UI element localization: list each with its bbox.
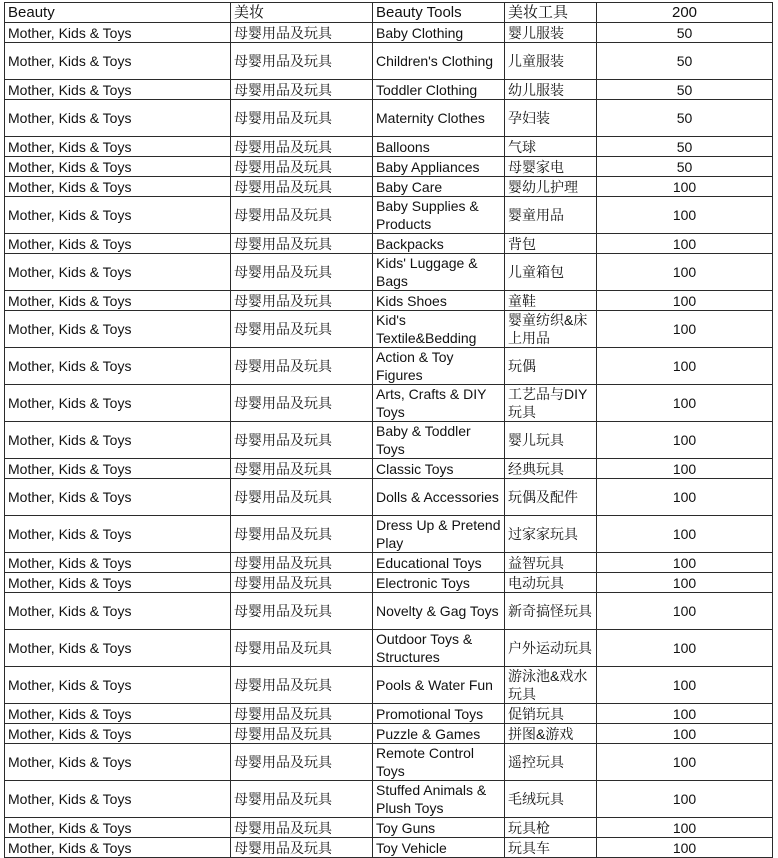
value-cell[interactable]: 100 xyxy=(597,348,773,385)
category-cell[interactable]: Mother, Kids & Toys xyxy=(5,234,231,254)
subcategory-cn-cell[interactable]: 美妆工具 xyxy=(505,3,597,23)
category-cell[interactable]: Mother, Kids & Toys xyxy=(5,197,231,234)
table-row[interactable] xyxy=(5,593,773,630)
subcategory-cn-cell[interactable]: 玩具枪 xyxy=(505,818,597,838)
category-cn-cell[interactable]: 母婴用品及玩具 xyxy=(231,43,373,80)
table-row[interactable] xyxy=(5,838,773,858)
subcategory-cell[interactable]: Outdoor Toys & Structures xyxy=(373,630,505,667)
subcategory-cell[interactable]: Kid's Textile&Bedding xyxy=(373,311,505,348)
category-cell[interactable]: Beauty xyxy=(5,3,231,23)
subcategory-cn-cell[interactable]: 儿童箱包 xyxy=(505,254,597,291)
table-row[interactable] xyxy=(5,724,773,744)
value-cell[interactable]: 100 xyxy=(597,197,773,234)
table-row[interactable] xyxy=(5,80,773,100)
category-table-body xyxy=(5,3,773,858)
subcategory-cn-cell[interactable]: 过家家玩具 xyxy=(505,516,597,553)
subcategory-cell[interactable]: Action & Toy Figures xyxy=(373,348,505,385)
category-cell[interactable]: Mother, Kids & Toys xyxy=(5,23,231,43)
category-cn-cell[interactable]: 母婴用品及玩具 xyxy=(231,177,373,197)
category-cn-cell[interactable]: 母婴用品及玩具 xyxy=(231,291,373,311)
value-cell[interactable]: 200 xyxy=(597,3,773,23)
subcategory-cell[interactable]: Baby Supplies & Products xyxy=(373,197,505,234)
subcategory-cn-cell[interactable]: 电动玩具 xyxy=(505,573,597,593)
category-cell[interactable]: Mother, Kids & Toys xyxy=(5,80,231,100)
value-cell[interactable]: 50 xyxy=(597,137,773,157)
subcategory-cn-cell[interactable]: 新奇搞怪玩具 xyxy=(505,593,597,630)
category-cn-cell[interactable]: 母婴用品及玩具 xyxy=(231,593,373,630)
value-cell[interactable]: 100 xyxy=(597,254,773,291)
value-cell[interactable]: 100 xyxy=(597,385,773,422)
category-cn-cell[interactable]: 母婴用品及玩具 xyxy=(231,630,373,667)
category-cn-cell[interactable]: 母婴用品及玩具 xyxy=(231,157,373,177)
table-row[interactable] xyxy=(5,100,773,137)
value-cell[interactable]: 100 xyxy=(597,553,773,573)
category-cn-cell[interactable]: 母婴用品及玩具 xyxy=(231,311,373,348)
category-cn-cell[interactable]: 母婴用品及玩具 xyxy=(231,80,373,100)
category-cell[interactable]: Mother, Kids & Toys xyxy=(5,157,231,177)
category-cn-cell[interactable]: 美妆 xyxy=(231,3,373,23)
value-cell[interactable]: 50 xyxy=(597,43,773,80)
category-cn-cell[interactable]: 母婴用品及玩具 xyxy=(231,385,373,422)
subcategory-cell[interactable]: Toy Guns xyxy=(373,818,505,838)
value-cell[interactable]: 50 xyxy=(597,157,773,177)
subcategory-cell[interactable]: Promotional Toys xyxy=(373,704,505,724)
table-row[interactable] xyxy=(5,385,773,422)
subcategory-cell[interactable]: Beauty Tools xyxy=(373,3,505,23)
category-cn-cell[interactable]: 母婴用品及玩具 xyxy=(231,459,373,479)
table-row[interactable] xyxy=(5,781,773,818)
value-cell[interactable]: 100 xyxy=(597,177,773,197)
value-cell[interactable]: 100 xyxy=(597,667,773,704)
category-cell[interactable]: Mother, Kids & Toys xyxy=(5,43,231,80)
subcategory-cell[interactable]: Backpacks xyxy=(373,234,505,254)
category-cell[interactable]: Mother, Kids & Toys xyxy=(5,348,231,385)
category-cn-cell[interactable]: 母婴用品及玩具 xyxy=(231,516,373,553)
category-cell[interactable]: Mother, Kids & Toys xyxy=(5,630,231,667)
subcategory-cn-cell[interactable]: 玩偶及配件 xyxy=(505,479,597,516)
value-cell[interactable]: 100 xyxy=(597,234,773,254)
category-cn-cell[interactable]: 母婴用品及玩具 xyxy=(231,23,373,43)
value-cell[interactable]: 50 xyxy=(597,80,773,100)
category-cell[interactable]: Mother, Kids & Toys xyxy=(5,667,231,704)
category-cn-cell[interactable]: 母婴用品及玩具 xyxy=(231,234,373,254)
category-cn-cell[interactable]: 母婴用品及玩具 xyxy=(231,724,373,744)
subcategory-cn-cell[interactable]: 玩具车 xyxy=(505,838,597,858)
subcategory-cell[interactable]: Puzzle & Games xyxy=(373,724,505,744)
table-row[interactable] xyxy=(5,311,773,348)
value-cell[interactable]: 100 xyxy=(597,781,773,818)
table-row[interactable] xyxy=(5,667,773,704)
subcategory-cn-cell[interactable]: 工艺品与DIY玩具 xyxy=(505,385,597,422)
category-cn-cell[interactable]: 母婴用品及玩具 xyxy=(231,137,373,157)
value-cell[interactable]: 100 xyxy=(597,459,773,479)
value-cell[interactable]: 100 xyxy=(597,818,773,838)
value-cell[interactable]: 100 xyxy=(597,704,773,724)
table-row[interactable] xyxy=(5,3,773,23)
subcategory-cell[interactable]: Toddler Clothing xyxy=(373,80,505,100)
category-cell[interactable]: Mother, Kids & Toys xyxy=(5,137,231,157)
table-row[interactable] xyxy=(5,234,773,254)
category-cell[interactable]: Mother, Kids & Toys xyxy=(5,100,231,137)
subcategory-cell[interactable]: Children's Clothing xyxy=(373,43,505,80)
subcategory-cell[interactable]: Toy Vehicle xyxy=(373,838,505,858)
category-cn-cell[interactable]: 母婴用品及玩具 xyxy=(231,479,373,516)
subcategory-cn-cell[interactable]: 益智玩具 xyxy=(505,553,597,573)
subcategory-cn-cell[interactable]: 婴童纺织&床上用品 xyxy=(505,311,597,348)
category-cell[interactable]: Mother, Kids & Toys xyxy=(5,553,231,573)
subcategory-cn-cell[interactable]: 玩偶 xyxy=(505,348,597,385)
table-row[interactable] xyxy=(5,630,773,667)
table-row[interactable] xyxy=(5,516,773,553)
subcategory-cell[interactable]: Stuffed Animals & Plush Toys xyxy=(373,781,505,818)
table-row[interactable] xyxy=(5,23,773,43)
category-cn-cell[interactable]: 母婴用品及玩具 xyxy=(231,573,373,593)
subcategory-cn-cell[interactable]: 幼儿服装 xyxy=(505,80,597,100)
value-cell[interactable]: 50 xyxy=(597,100,773,137)
category-cell[interactable]: Mother, Kids & Toys xyxy=(5,744,231,781)
category-table xyxy=(4,2,773,858)
subcategory-cell[interactable]: Dolls & Accessories xyxy=(373,479,505,516)
category-cn-cell[interactable]: 母婴用品及玩具 xyxy=(231,667,373,704)
category-cell[interactable]: Mother, Kids & Toys xyxy=(5,177,231,197)
value-cell[interactable]: 100 xyxy=(597,724,773,744)
category-cn-cell[interactable]: 母婴用品及玩具 xyxy=(231,348,373,385)
category-cell[interactable]: Mother, Kids & Toys xyxy=(5,479,231,516)
subcategory-cn-cell[interactable]: 婴童用品 xyxy=(505,197,597,234)
category-cell[interactable]: Mother, Kids & Toys xyxy=(5,311,231,348)
value-cell[interactable]: 100 xyxy=(597,630,773,667)
category-cell[interactable]: Mother, Kids & Toys xyxy=(5,704,231,724)
table-row[interactable] xyxy=(5,137,773,157)
category-cn-cell[interactable]: 母婴用品及玩具 xyxy=(231,781,373,818)
category-cn-cell[interactable]: 母婴用品及玩具 xyxy=(231,838,373,858)
table-row[interactable] xyxy=(5,348,773,385)
category-cell[interactable]: Mother, Kids & Toys xyxy=(5,838,231,858)
subcategory-cn-cell[interactable]: 婴儿玩具 xyxy=(505,422,597,459)
category-cell[interactable]: Mother, Kids & Toys xyxy=(5,291,231,311)
subcategory-cn-cell[interactable]: 游泳池&戏水玩具 xyxy=(505,667,597,704)
table-row[interactable] xyxy=(5,479,773,516)
table-row[interactable] xyxy=(5,43,773,80)
category-cn-cell[interactable]: 母婴用品及玩具 xyxy=(231,100,373,137)
category-cn-cell[interactable]: 母婴用品及玩具 xyxy=(231,744,373,781)
subcategory-cn-cell[interactable]: 背包 xyxy=(505,234,597,254)
table-row[interactable] xyxy=(5,573,773,593)
table-row[interactable] xyxy=(5,704,773,724)
subcategory-cell[interactable]: Remote Control Toys xyxy=(373,744,505,781)
subcategory-cn-cell[interactable]: 婴儿服装 xyxy=(505,23,597,43)
value-cell[interactable]: 100 xyxy=(597,744,773,781)
subcategory-cell[interactable]: Baby & Toddler Toys xyxy=(373,422,505,459)
value-cell[interactable]: 100 xyxy=(597,422,773,459)
subcategory-cn-cell[interactable]: 户外运动玩具 xyxy=(505,630,597,667)
subcategory-cn-cell[interactable]: 经典玩具 xyxy=(505,459,597,479)
value-cell[interactable]: 50 xyxy=(597,23,773,43)
subcategory-cn-cell[interactable]: 儿童服装 xyxy=(505,43,597,80)
subcategory-cell[interactable]: Pools & Water Fun xyxy=(373,667,505,704)
category-cell[interactable]: Mother, Kids & Toys xyxy=(5,459,231,479)
table-row[interactable] xyxy=(5,197,773,234)
value-cell[interactable]: 100 xyxy=(597,573,773,593)
subcategory-cell[interactable]: Electronic Toys xyxy=(373,573,505,593)
subcategory-cell[interactable]: Dress Up & Pretend Play xyxy=(373,516,505,553)
subcategory-cn-cell[interactable]: 促销玩具 xyxy=(505,704,597,724)
category-cell[interactable]: Mother, Kids & Toys xyxy=(5,781,231,818)
category-cn-cell[interactable]: 母婴用品及玩具 xyxy=(231,254,373,291)
value-cell[interactable]: 100 xyxy=(597,593,773,630)
category-cell[interactable]: Mother, Kids & Toys xyxy=(5,254,231,291)
subcategory-cell[interactable]: Baby Care xyxy=(373,177,505,197)
subcategory-cn-cell[interactable]: 遥控玩具 xyxy=(505,744,597,781)
category-cell[interactable]: Mother, Kids & Toys xyxy=(5,818,231,838)
category-cell[interactable]: Mother, Kids & Toys xyxy=(5,516,231,553)
category-cn-cell[interactable]: 母婴用品及玩具 xyxy=(231,704,373,724)
subcategory-cn-cell[interactable]: 婴幼儿护理 xyxy=(505,177,597,197)
category-cell[interactable]: Mother, Kids & Toys xyxy=(5,422,231,459)
table-row[interactable] xyxy=(5,818,773,838)
table-row[interactable] xyxy=(5,291,773,311)
subcategory-cell[interactable]: Kids Shoes xyxy=(373,291,505,311)
subcategory-cn-cell[interactable]: 毛绒玩具 xyxy=(505,781,597,818)
category-cell[interactable]: Mother, Kids & Toys xyxy=(5,593,231,630)
category-cell[interactable]: Mother, Kids & Toys xyxy=(5,385,231,422)
value-cell[interactable]: 100 xyxy=(597,311,773,348)
table-row[interactable] xyxy=(5,157,773,177)
category-cell[interactable]: Mother, Kids & Toys xyxy=(5,724,231,744)
table-row[interactable] xyxy=(5,553,773,573)
subcategory-cell[interactable]: Balloons xyxy=(373,137,505,157)
category-cn-cell[interactable]: 母婴用品及玩具 xyxy=(231,422,373,459)
value-cell[interactable]: 100 xyxy=(597,291,773,311)
subcategory-cell[interactable]: Arts, Crafts & DIY Toys xyxy=(373,385,505,422)
subcategory-cn-cell[interactable]: 拼图&游戏 xyxy=(505,724,597,744)
subcategory-cell[interactable]: Baby Appliances xyxy=(373,157,505,177)
subcategory-cn-cell[interactable]: 气球 xyxy=(505,137,597,157)
table-row[interactable] xyxy=(5,744,773,781)
category-cn-cell[interactable]: 母婴用品及玩具 xyxy=(231,818,373,838)
table-row[interactable] xyxy=(5,254,773,291)
subcategory-cell[interactable]: Novelty & Gag Toys xyxy=(373,593,505,630)
subcategory-cn-cell[interactable]: 母婴家电 xyxy=(505,157,597,177)
subcategory-cell[interactable]: Baby Clothing xyxy=(373,23,505,43)
subcategory-cell[interactable]: Kids' Luggage & Bags xyxy=(373,254,505,291)
value-cell[interactable]: 100 xyxy=(597,516,773,553)
category-cell[interactable]: Mother, Kids & Toys xyxy=(5,573,231,593)
table-row[interactable] xyxy=(5,422,773,459)
category-cn-cell[interactable]: 母婴用品及玩具 xyxy=(231,197,373,234)
table-row[interactable] xyxy=(5,459,773,479)
subcategory-cell[interactable]: Classic Toys xyxy=(373,459,505,479)
value-cell[interactable]: 100 xyxy=(597,838,773,858)
value-cell[interactable]: 100 xyxy=(597,479,773,516)
category-cn-cell[interactable]: 母婴用品及玩具 xyxy=(231,553,373,573)
subcategory-cell[interactable]: Educational Toys xyxy=(373,553,505,573)
subcategory-cn-cell[interactable]: 孕妇装 xyxy=(505,100,597,137)
subcategory-cn-cell[interactable]: 童鞋 xyxy=(505,291,597,311)
table-row[interactable] xyxy=(5,177,773,197)
subcategory-cell[interactable]: Maternity Clothes xyxy=(373,100,505,137)
